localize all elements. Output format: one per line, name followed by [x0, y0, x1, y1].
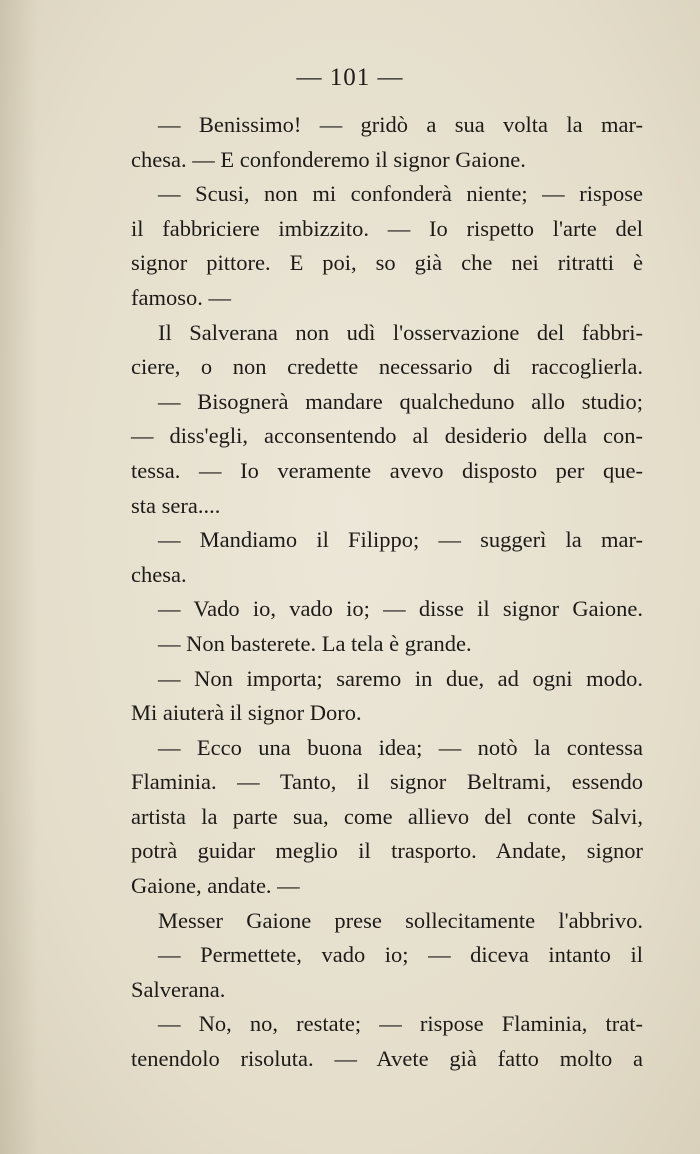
text-line: Salverana. — [131, 976, 226, 1002]
text-line: chesa. — E confonderemo il signor Gaione. — [131, 146, 526, 172]
page-gutter-shadow — [0, 0, 38, 1154]
text-line: Messer Gaione prese sollecitamente l'abbrivo. — [158, 907, 643, 933]
text-line: — Permettete, vado io; — diceva intanto il — [158, 942, 643, 968]
text-line: sta sera.... — [131, 492, 221, 518]
text-line: famoso. — — [131, 284, 231, 310]
text-line: — Scusi, non mi confonderà niente; — rispose — [158, 181, 643, 207]
text-line: Flaminia. — Tanto, il signor Beltrami, essendo — [131, 769, 643, 795]
page-number: — 101 — — [296, 64, 404, 91]
text-line: il fabbriciere imbizzito. — Io rispetto l'arte del — [131, 215, 643, 241]
text-line: — Ecco una buona idea; — notò la contessa — [158, 734, 643, 760]
text-line: tenendolo risoluta. — Avete già fatto molto a — [131, 1046, 643, 1072]
text-line: — Vado io, vado io; — disse il signor Gaione. — [158, 596, 643, 622]
body-text — [131, 108, 643, 1077]
text-line: — Non importa; saremo in due, ad ogni modo. — [158, 665, 643, 691]
text-line: — Bisognerà mandare qualcheduno allo studio; — [158, 388, 643, 414]
text-line: Il Salverana non udì l'osservazione del fabbri- — [158, 319, 643, 345]
text-line: Mi aiuterà il signor Doro. — [131, 700, 362, 726]
text-line: artista la parte sua, come allievo del conte Salvi, — [131, 803, 643, 829]
text-line: chesa. — [131, 561, 187, 587]
text-line: — Benissimo! — gridò a sua volta la mar- — [158, 112, 643, 137]
text-line: Gaione, andate. — — [131, 873, 300, 899]
text-line: — Non basterete. La tela è grande. — [158, 630, 472, 656]
text-line: — No, no, restate; — rispose Flaminia, trat- — [158, 1011, 643, 1037]
text-line: tessa. — Io veramente avevo disposto per que- — [131, 457, 643, 483]
text-line: — diss'egli, acconsentendo al desiderio della con- — [131, 423, 643, 449]
text-line: potrà guidar meglio il trasporto. Andate, signor — [131, 838, 643, 864]
text-line: — Mandiamo il Filippo; — suggerì la mar- — [158, 527, 643, 553]
text-line: signor pittore. E poi, so già che nei ritratti è — [131, 250, 643, 276]
text-line: ciere, o non credette necessario di raccoglierla. — [131, 354, 643, 380]
